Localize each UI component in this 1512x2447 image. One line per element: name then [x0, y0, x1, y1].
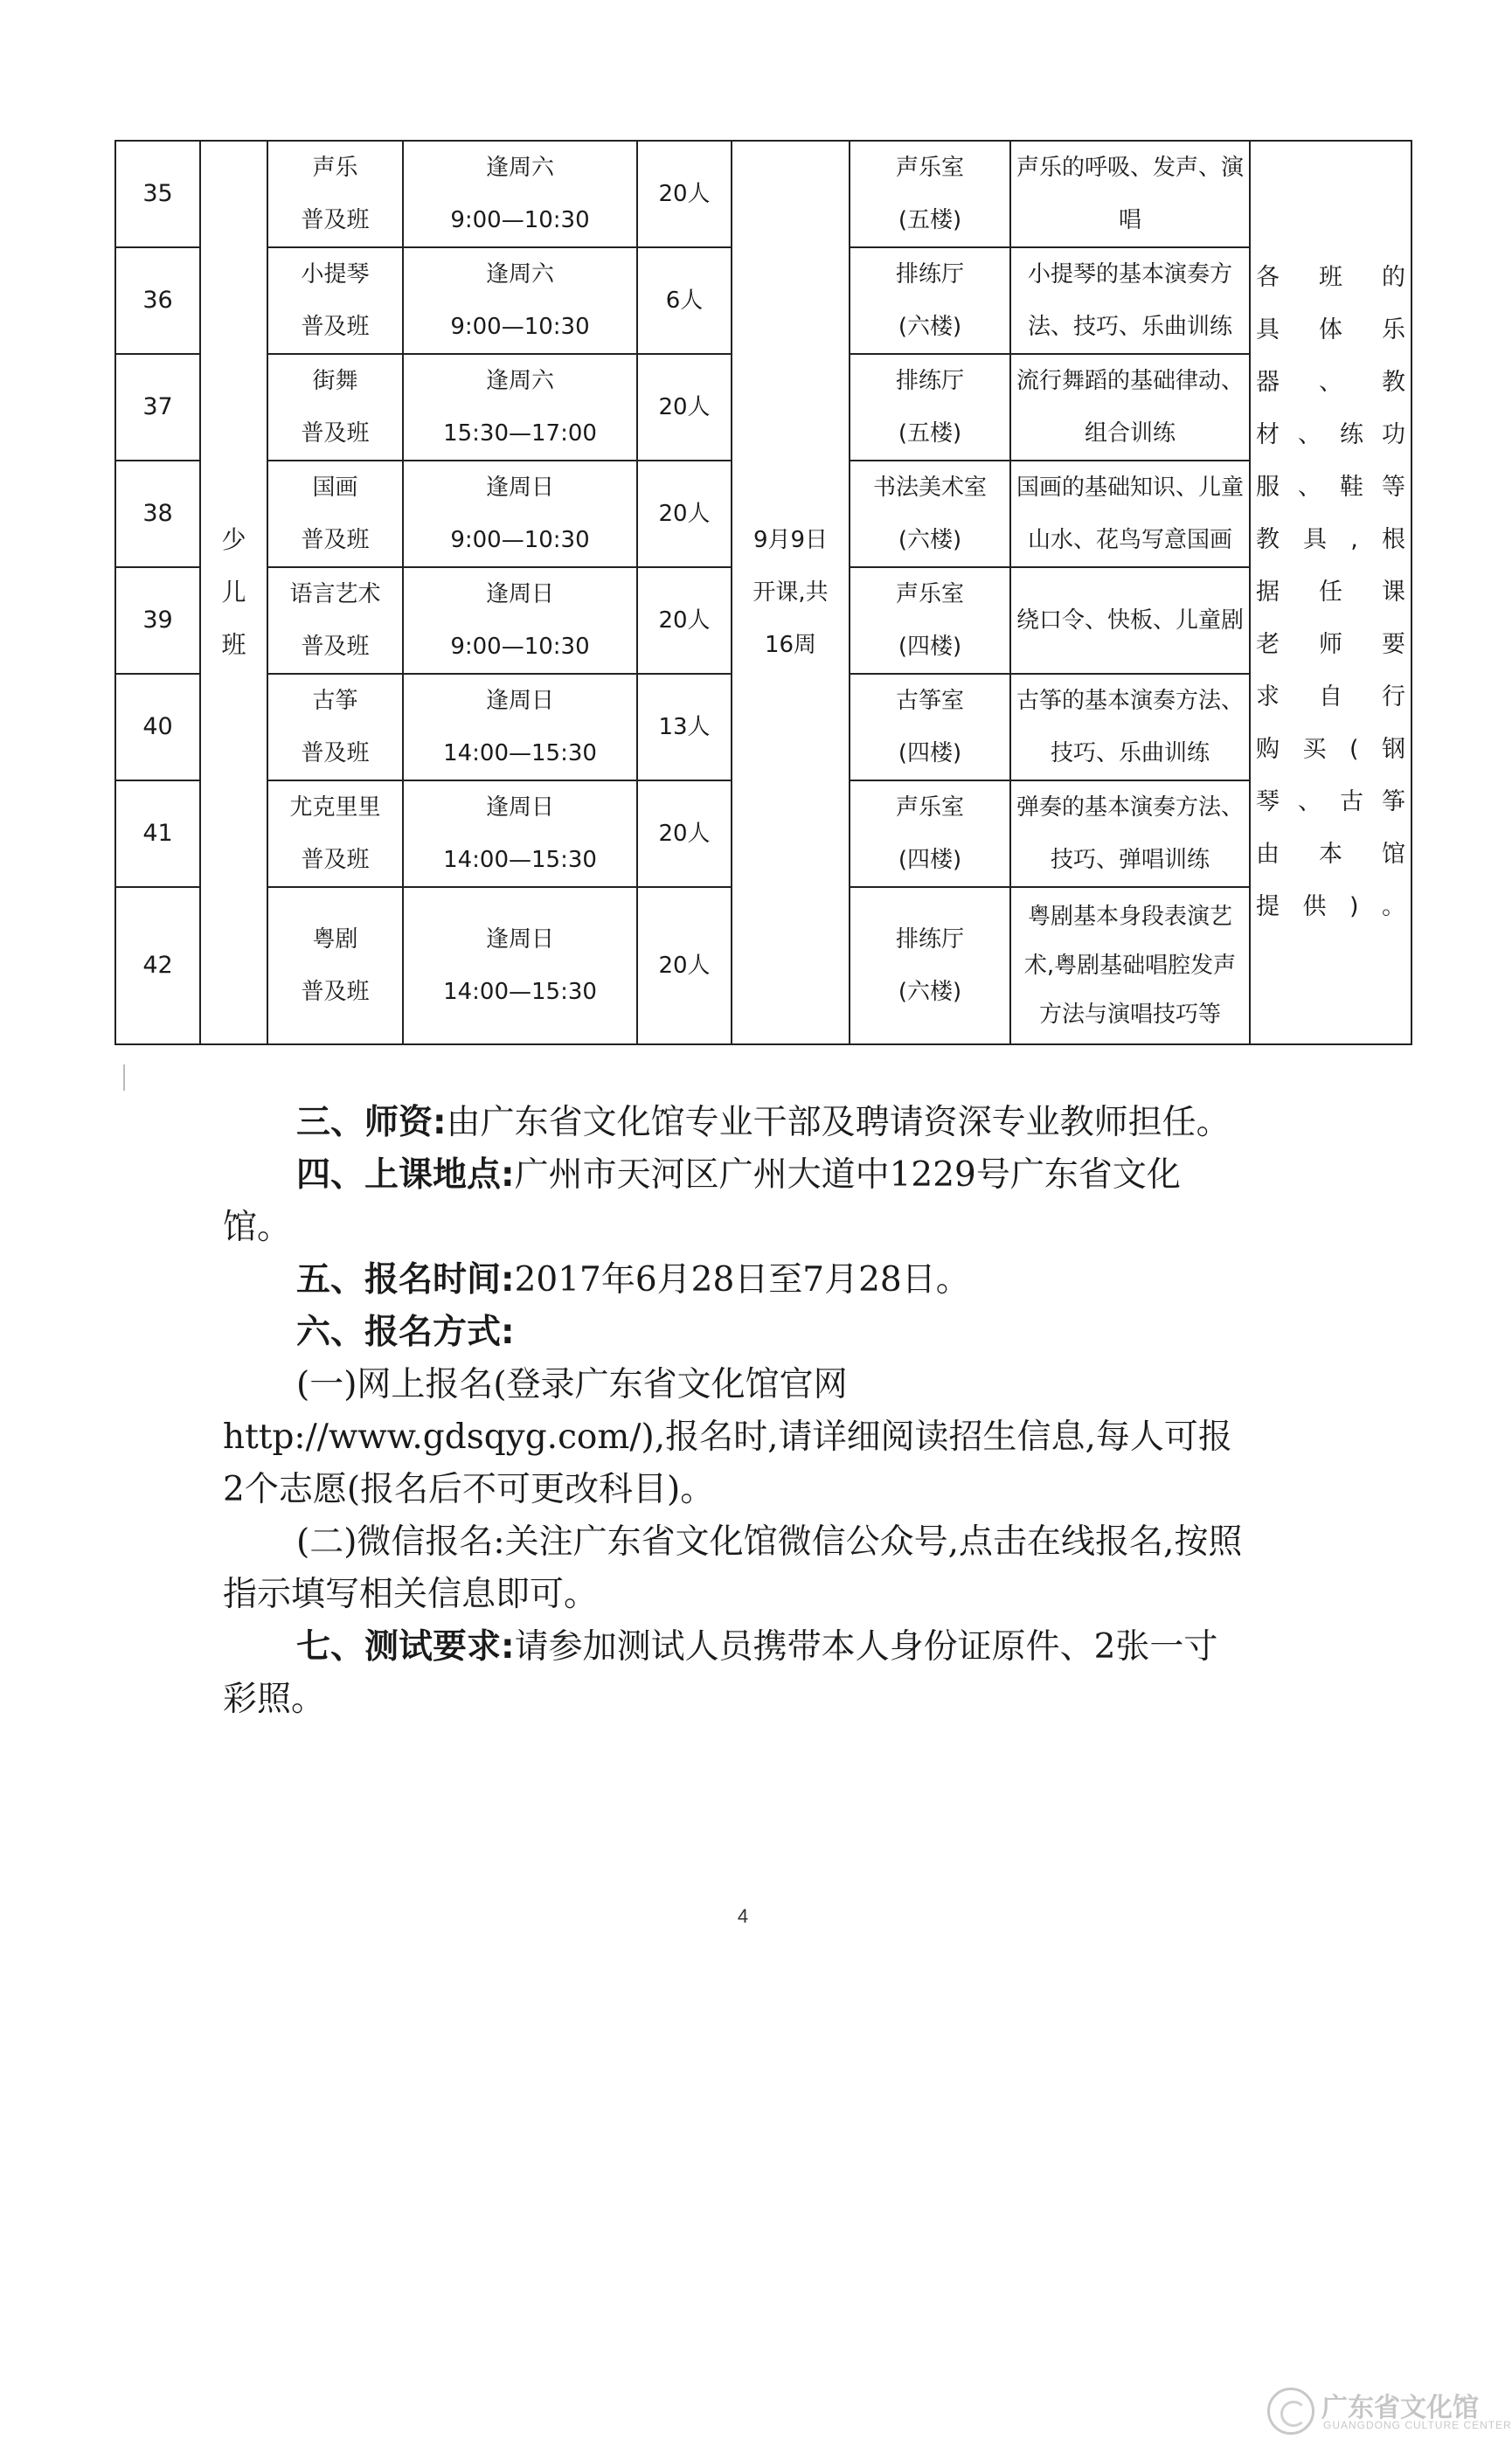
room-floor: (四楼) [898, 634, 962, 660]
class-size: 20人 [637, 461, 732, 567]
notes-line: 老师要 [1256, 631, 1405, 658]
room-name: 声乐室 [895, 794, 964, 821]
start-info-line: 开课,共 [753, 579, 829, 606]
course-content [1010, 887, 1250, 1044]
section-registration-time [223, 1254, 1245, 1307]
classroom [850, 247, 1010, 354]
course-name [267, 887, 403, 1044]
course-name-line: 普及班 [301, 420, 370, 447]
class-time [403, 354, 637, 461]
section-heading: 四、上课地点: [296, 1155, 515, 1195]
notes-line: 各班的 [1256, 264, 1405, 291]
content-line: 国画的基础知识、儿童 [1016, 475, 1245, 501]
class-group-label [200, 141, 267, 1044]
section-registration-method [223, 1307, 1245, 1359]
course-name-line: 国画 [312, 475, 358, 501]
course-name-line: 尤克里里 [289, 794, 381, 821]
notes-line: 具体乐 [1256, 316, 1405, 343]
classroom [850, 887, 1010, 1044]
section-location [223, 1149, 1245, 1254]
course-name-line: 普及班 [301, 740, 370, 766]
class-hours: 9:00—10:30 [450, 634, 590, 660]
course-content [1010, 247, 1250, 354]
course-name-line: 粤剧 [312, 926, 358, 953]
content-line: 技巧、乐曲训练 [1050, 740, 1210, 766]
section-teachers [223, 1097, 1245, 1149]
room-floor: (六楼) [898, 314, 962, 340]
watermark-subtitle: GUANGDONG CULTURE CENTER [1323, 2419, 1512, 2431]
class-size: 20人 [637, 780, 732, 887]
course-name-line: 语言艺术 [289, 581, 381, 607]
table-row [115, 141, 1411, 247]
online-registration: (一)网上报名(登录广东省文化馆官网 http://www.gdsqyg.com/),报名时,请详细阅读招生信息,每人可报2个志愿(报名后不可更改科目)。 [223, 1365, 1232, 1509]
start-info-line: 9月9日 [753, 527, 829, 553]
room-floor: (六楼) [898, 527, 962, 553]
course-name [267, 780, 403, 887]
start-info [732, 141, 850, 1044]
class-size: 13人 [637, 674, 732, 780]
section-text: 请参加测试人员携带本人身份证原件、2张一寸彩照。 [223, 1627, 1218, 1719]
section-text: 2017年6月28日至7月28日。 [514, 1260, 970, 1300]
course-content [1010, 461, 1250, 567]
body-text [223, 1097, 1245, 1726]
section-text: 广州市天河区广州大道中1229号广东省文化馆。 [223, 1155, 1181, 1247]
row-number: 42 [115, 887, 200, 1044]
content-line: 粤剧基本身段表演艺 [1027, 904, 1232, 930]
content-line: 古筝的基本演奏方法、 [1016, 688, 1245, 714]
section-heading: 三、师资: [296, 1103, 447, 1142]
course-content [1010, 780, 1250, 887]
course-name [267, 567, 403, 674]
room-floor: (四楼) [898, 740, 962, 766]
content-line: 唱 [1118, 207, 1141, 233]
class-time [403, 141, 637, 247]
content-line: 方法与演唱技巧等 [1038, 1002, 1221, 1028]
notes-line: 器、教 [1256, 369, 1405, 396]
room-name: 书法美术室 [872, 475, 987, 501]
content-line: 组合训练 [1084, 420, 1176, 447]
room-name: 声乐室 [895, 155, 964, 181]
row-number: 35 [115, 141, 200, 247]
notes-line: 由本馆 [1256, 841, 1405, 868]
room-floor: (五楼) [898, 207, 962, 233]
classroom [850, 461, 1010, 567]
class-time [403, 567, 637, 674]
class-time [403, 887, 637, 1044]
scan-mark [123, 1064, 125, 1091]
course-name [267, 354, 403, 461]
row-number: 40 [115, 674, 200, 780]
room-floor: (四楼) [898, 847, 962, 873]
room-name: 古筝室 [895, 688, 964, 714]
class-time [403, 674, 637, 780]
notes-line: 教具,根 [1256, 526, 1405, 553]
content-line: 法、技巧、乐曲训练 [1027, 314, 1232, 340]
room-floor: (五楼) [898, 420, 962, 447]
course-name [267, 461, 403, 567]
page-number: 4 [737, 1905, 749, 1927]
class-hours: 14:00—15:30 [443, 847, 597, 873]
content-line: 声乐的呼吸、发声、演 [1016, 155, 1245, 181]
class-day: 逢周六 [485, 368, 554, 394]
class-day: 逢周日 [485, 581, 554, 607]
classroom [850, 674, 1010, 780]
class-size: 6人 [637, 247, 732, 354]
course-name-line: 普及班 [301, 207, 370, 233]
class-day: 逢周日 [485, 794, 554, 821]
section-text: 由广东省文化馆专业干部及聘请资深专业教师担任。 [446, 1103, 1231, 1142]
notes-line: 材、练功 [1256, 421, 1405, 448]
watermark-name: 广东省文化馆 [1321, 2393, 1479, 2423]
course-content [1010, 141, 1250, 247]
class-hours: 15:30—17:00 [443, 420, 597, 447]
section-heading: 六、报名方式: [296, 1313, 515, 1352]
room-floor: (六楼) [898, 979, 962, 1005]
classroom [850, 354, 1010, 461]
class-day: 逢周日 [485, 688, 554, 714]
watermark-logo [1267, 2384, 1512, 2438]
notes-line: 据任课 [1256, 579, 1405, 606]
classroom [850, 780, 1010, 887]
course-name [267, 247, 403, 354]
row-number: 39 [115, 567, 200, 674]
content-line: 技巧、弹唱训练 [1050, 847, 1210, 873]
course-name [267, 674, 403, 780]
class-time [403, 780, 637, 887]
notes-line: 服、鞋等 [1256, 474, 1405, 501]
class-hours: 9:00—10:30 [450, 207, 590, 233]
content-line: 山水、花鸟写意国画 [1027, 527, 1232, 553]
room-name: 排练厅 [895, 926, 964, 953]
class-day: 逢周六 [485, 261, 554, 288]
content-line: 弹奏的基本演奏方法、 [1016, 794, 1245, 821]
section-heading: 五、报名时间: [296, 1260, 515, 1300]
course-name-line: 古筝 [312, 688, 358, 714]
course-name-line: 普及班 [301, 314, 370, 340]
wechat-registration: (二)微信报名:关注广东省文化馆微信公众号,点击在线报名,按照指示填写相关信息即可。 [223, 1522, 1243, 1614]
room-name: 排练厅 [895, 368, 964, 394]
class-size: 20人 [637, 141, 732, 247]
class-time [403, 247, 637, 354]
course-content [1010, 354, 1250, 461]
content-line: 小提琴的基本演奏方 [1027, 261, 1232, 288]
group-label-char: 班 [221, 630, 246, 659]
content-line: 术,粤剧基础唱腔发声 [1023, 953, 1237, 979]
notes-line: 求自行 [1256, 683, 1405, 711]
course-name-line: 普及班 [301, 847, 370, 873]
room-name: 排练厅 [895, 261, 964, 288]
content-line: 流行舞蹈的基础律动、 [1016, 368, 1245, 394]
course-name-line: 小提琴 [301, 261, 370, 288]
class-day: 逢周日 [485, 926, 554, 953]
course-name-line: 普及班 [301, 979, 370, 1005]
section-test-requirements [223, 1621, 1245, 1726]
group-label-char: 儿 [221, 578, 246, 607]
course-content [1010, 567, 1250, 674]
course-name [267, 141, 403, 247]
row-number: 38 [115, 461, 200, 567]
notes-line: 琴、古筝 [1256, 788, 1405, 815]
classroom [850, 141, 1010, 247]
class-size: 20人 [637, 354, 732, 461]
notes-line: 提供)。 [1256, 893, 1405, 920]
room-name: 声乐室 [895, 581, 964, 607]
row-number: 37 [115, 354, 200, 461]
class-size: 20人 [637, 887, 732, 1044]
section-heading: 七、测试要求: [296, 1627, 515, 1667]
content-line: 绕口令、快板、儿童剧 [1016, 607, 1245, 634]
class-size: 20人 [637, 567, 732, 674]
classroom [850, 567, 1010, 674]
start-info-line: 16周 [764, 632, 817, 658]
group-label-char: 少 [221, 525, 246, 554]
course-name-line: 声乐 [312, 155, 358, 181]
notes-cell [1250, 141, 1411, 1044]
class-hours: 14:00—15:30 [443, 979, 597, 1005]
notes-line: 购买(钢 [1256, 736, 1405, 763]
row-number: 36 [115, 247, 200, 354]
seal-logo-icon [1267, 2388, 1314, 2435]
course-name-line: 街舞 [312, 368, 358, 394]
course-content [1010, 674, 1250, 780]
course-schedule-table [114, 140, 1412, 1045]
class-day: 逢周六 [485, 155, 554, 181]
class-hours: 9:00—10:30 [450, 314, 590, 340]
schedule-body [115, 141, 1411, 1044]
row-number: 41 [115, 780, 200, 887]
class-time [403, 461, 637, 567]
course-name-line: 普及班 [301, 634, 370, 660]
class-hours: 9:00—10:30 [450, 527, 590, 553]
course-name-line: 普及班 [301, 527, 370, 553]
class-day: 逢周日 [485, 475, 554, 501]
class-hours: 14:00—15:30 [443, 740, 597, 766]
